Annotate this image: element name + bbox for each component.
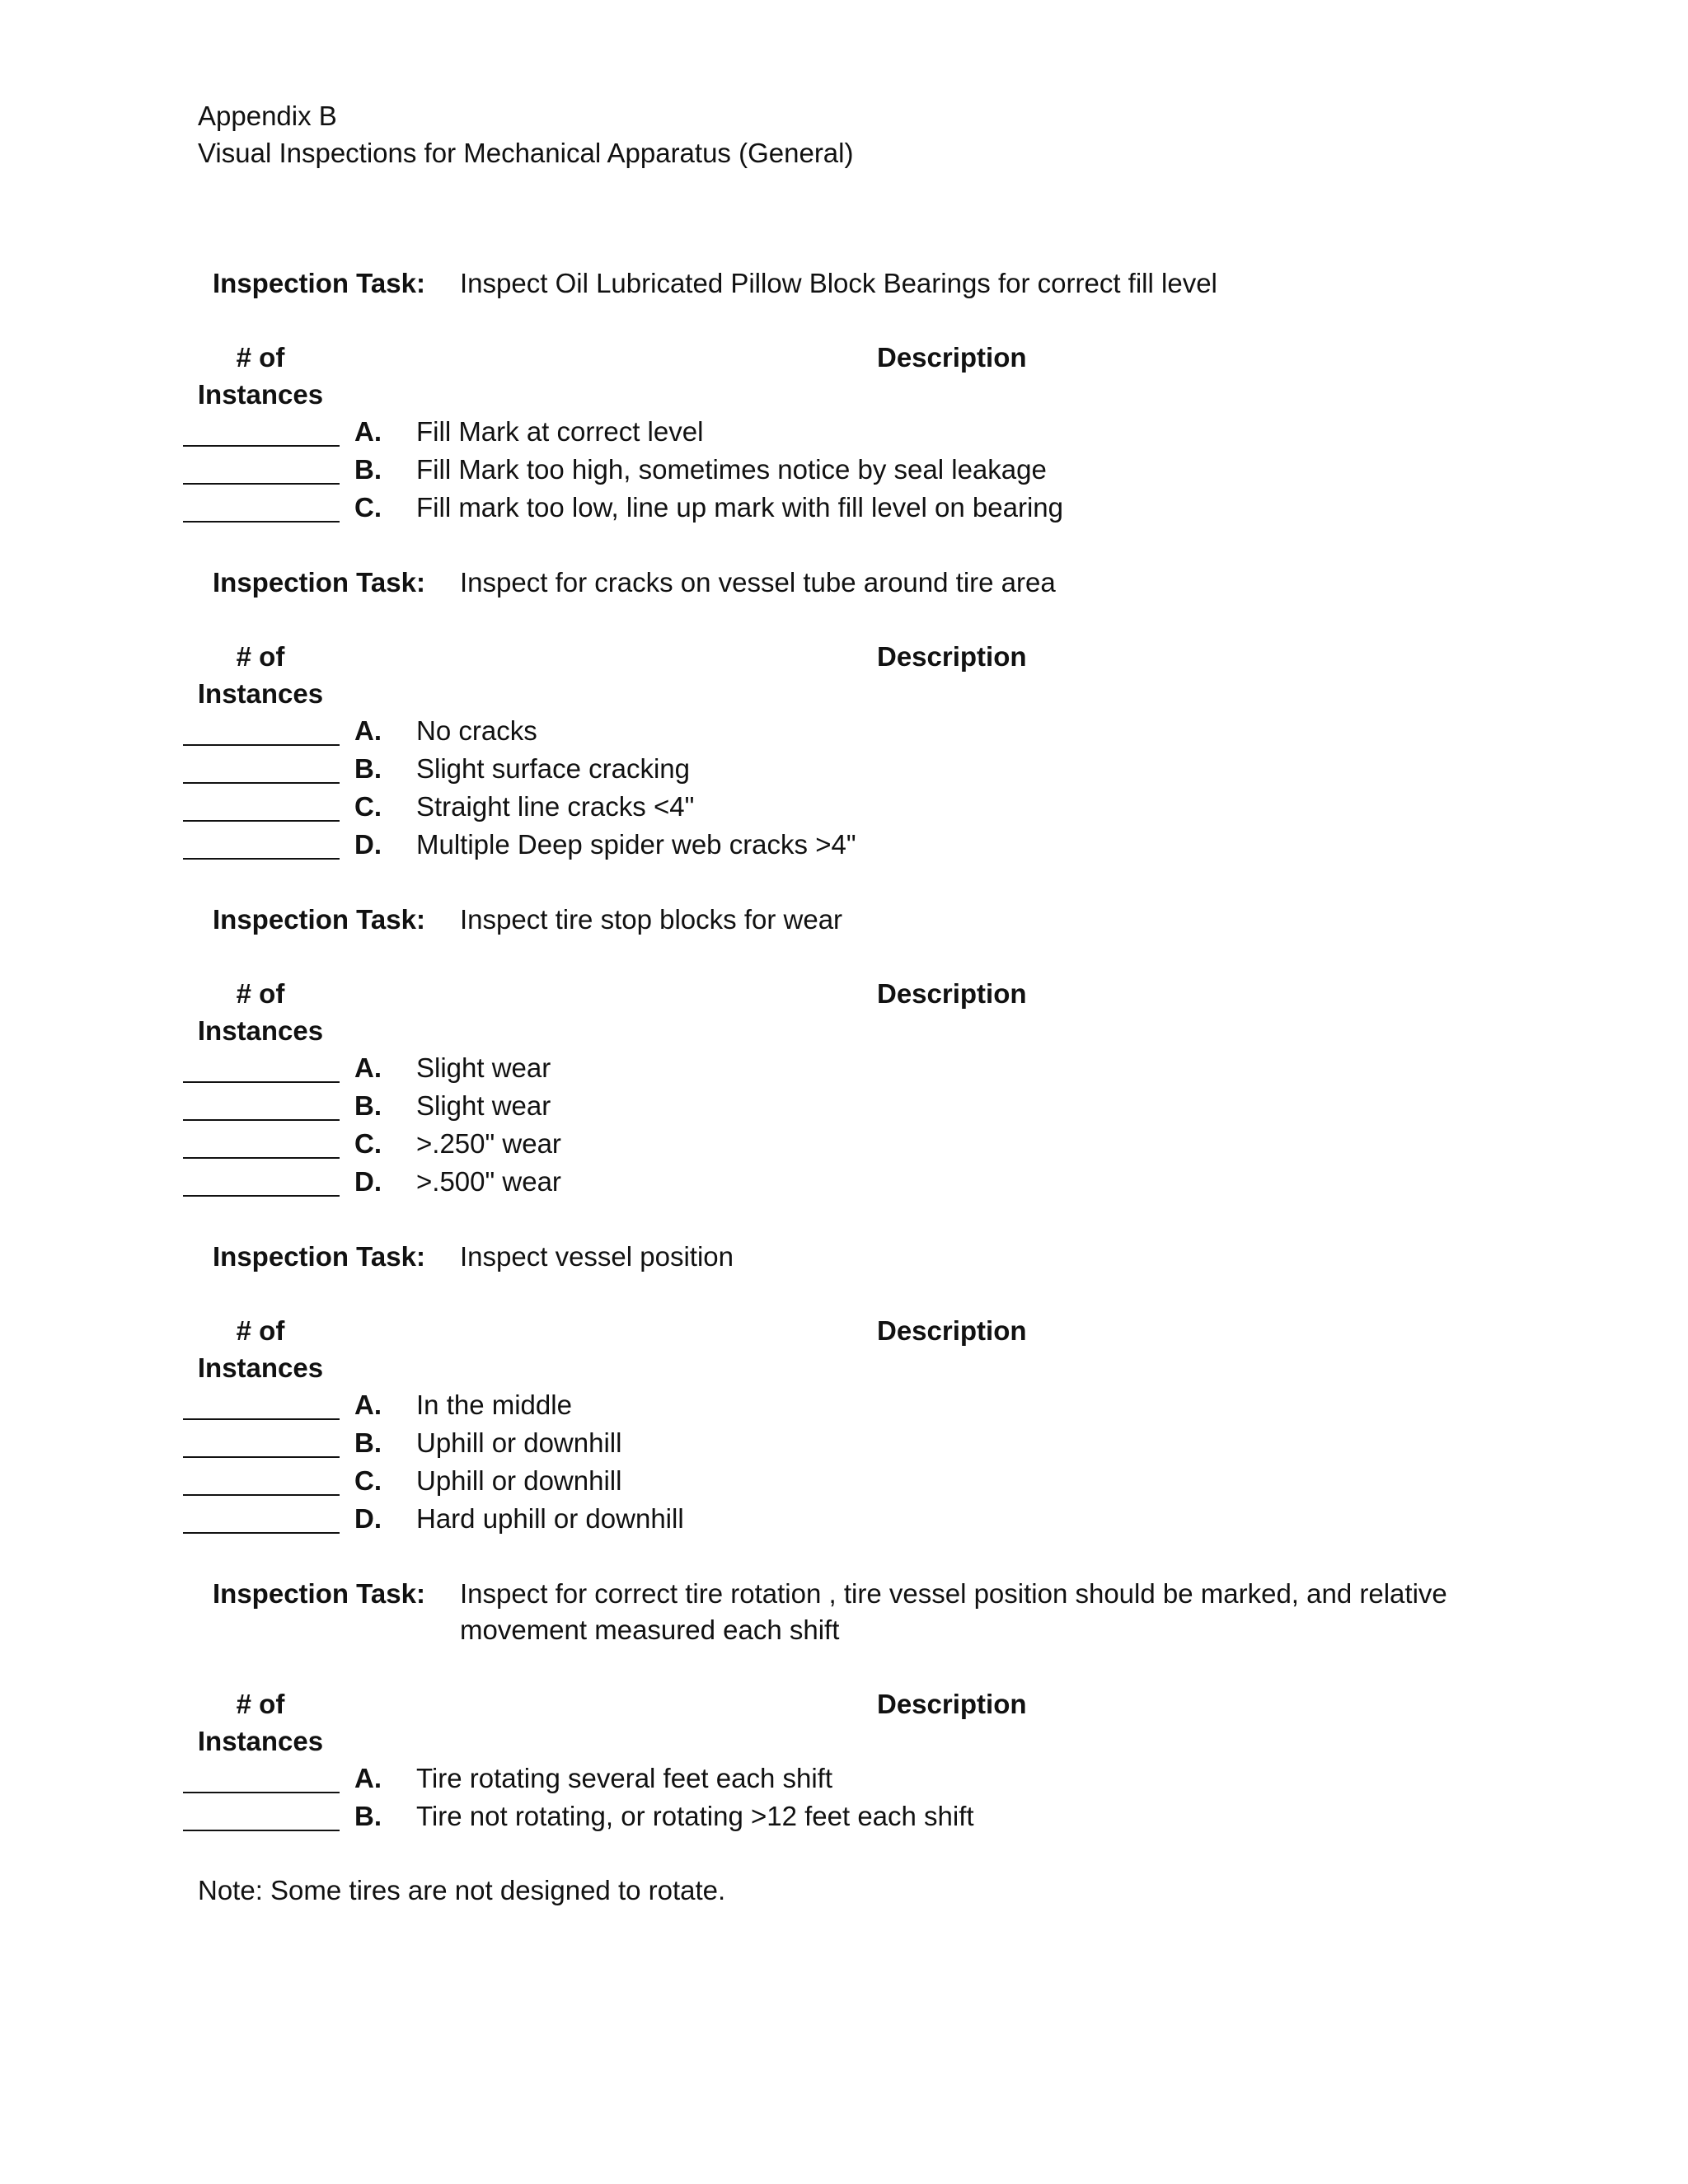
item-description: Slight wear: [416, 1052, 551, 1083]
task-label: Inspection Task:: [213, 567, 425, 598]
description-header: Description: [877, 342, 1027, 373]
item-letter: D.: [354, 1166, 382, 1197]
instances-blank[interactable]: [183, 1792, 340, 1793]
instances-blank[interactable]: [183, 744, 340, 746]
task-label: Inspection Task:: [213, 904, 425, 935]
list-item: [181, 712, 1418, 750]
instances-blank[interactable]: [183, 1456, 340, 1458]
item-description: Fill Mark too high, sometimes notice by seal leakage: [416, 454, 1047, 485]
instances-blank[interactable]: [183, 483, 340, 485]
appendix-label: Appendix B: [198, 101, 337, 131]
instances-blank[interactable]: [183, 1081, 340, 1083]
item-description: In the middle: [416, 1390, 572, 1420]
item-description: Tire not rotating, or rotating >12 feet each shift: [416, 1801, 974, 1831]
list-item: [181, 1087, 1418, 1125]
instances-blank[interactable]: [183, 782, 340, 784]
item-description: >.250" wear: [416, 1128, 561, 1159]
description-header: Description: [877, 641, 1027, 672]
list-item: [181, 1797, 1418, 1835]
task-text: Inspect Oil Lubricated Pillow Block Bearings for correct fill level: [460, 268, 1217, 298]
instances-blank[interactable]: [183, 858, 340, 860]
item-letter: B.: [354, 753, 382, 784]
item-letter: C.: [354, 492, 382, 523]
item-description: Fill Mark at correct level: [416, 416, 704, 447]
list-item: [181, 1125, 1418, 1163]
task-label: Inspection Task:: [213, 1241, 425, 1272]
list-item: [181, 826, 1418, 864]
instances-blank[interactable]: [183, 445, 340, 447]
list-item: [181, 750, 1418, 788]
item-letter: D.: [354, 1503, 382, 1534]
item-description: >.500" wear: [416, 1166, 561, 1197]
instances-blank[interactable]: [183, 1195, 340, 1197]
instances-blank[interactable]: [183, 820, 340, 822]
item-description: Tire rotating several feet each shift: [416, 1763, 833, 1793]
task-label: Inspection Task:: [213, 268, 425, 298]
item-letter: A.: [354, 715, 382, 746]
item-description: Hard uphill or downhill: [416, 1503, 684, 1534]
item-description: Slight wear: [416, 1090, 551, 1121]
instances-blank[interactable]: [183, 1157, 340, 1159]
instances-header: # of Instances: [197, 1689, 324, 1756]
item-letter: A.: [354, 416, 382, 447]
task-text: Inspect for cracks on vessel tube around tire area: [460, 567, 1056, 598]
list-item: [181, 1500, 1418, 1538]
rotation-note: Note: Some tires are not designed to rotate.: [198, 1875, 726, 1905]
task-text: Inspect tire stop blocks for wear: [460, 904, 843, 935]
item-letter: C.: [354, 791, 382, 822]
item-letter: D.: [354, 829, 382, 860]
item-description: Multiple Deep spider web cracks >4": [416, 829, 856, 860]
task-text: Inspect for correct tire rotation , tire vessel position should be marked, and relative movement measured each shift: [460, 1578, 1447, 1645]
item-description: Uphill or downhill: [416, 1465, 622, 1496]
item-letter: C.: [354, 1465, 382, 1496]
task-text: Inspect vessel position: [460, 1241, 734, 1272]
instances-blank[interactable]: [183, 1830, 340, 1831]
item-description: Straight line cracks <4": [416, 791, 695, 822]
item-description: Uphill or downhill: [416, 1427, 622, 1458]
list-item: [181, 489, 1418, 527]
item-letter: A.: [354, 1763, 382, 1793]
list-item: [181, 1163, 1418, 1201]
instances-blank[interactable]: [183, 1418, 340, 1420]
instances-blank[interactable]: [183, 1119, 340, 1121]
list-item: [181, 451, 1418, 489]
list-item: [181, 1386, 1418, 1424]
item-letter: B.: [354, 1427, 382, 1458]
instances-blank[interactable]: [183, 521, 340, 523]
instances-header: # of Instances: [197, 342, 324, 410]
instances-blank[interactable]: [183, 1494, 340, 1496]
item-description: Slight surface cracking: [416, 753, 690, 784]
list-item: [181, 1049, 1418, 1087]
instances-header: # of Instances: [197, 641, 324, 709]
list-item: [181, 788, 1418, 826]
item-description: Fill mark too low, line up mark with fill level on bearing: [416, 492, 1063, 523]
description-header: Description: [877, 1689, 1027, 1719]
list-item: [181, 1760, 1418, 1797]
instances-header: # of Instances: [197, 978, 324, 1046]
task-label: Inspection Task:: [213, 1578, 425, 1609]
instances-header: # of Instances: [197, 1315, 324, 1383]
list-item: [181, 1424, 1418, 1462]
document-title: Visual Inspections for Mechanical Apparatus (General): [198, 138, 854, 168]
document-header: [198, 97, 853, 171]
description-header: Description: [877, 978, 1027, 1009]
list-item: [181, 1462, 1418, 1500]
description-header: Description: [877, 1315, 1027, 1346]
item-description: No cracks: [416, 715, 537, 746]
item-letter: B.: [354, 454, 382, 485]
item-letter: B.: [354, 1801, 382, 1831]
item-letter: A.: [354, 1390, 382, 1420]
item-letter: C.: [354, 1128, 382, 1159]
instances-blank[interactable]: [183, 1532, 340, 1534]
item-letter: A.: [354, 1052, 382, 1083]
list-item: [181, 413, 1418, 451]
item-letter: B.: [354, 1090, 382, 1121]
